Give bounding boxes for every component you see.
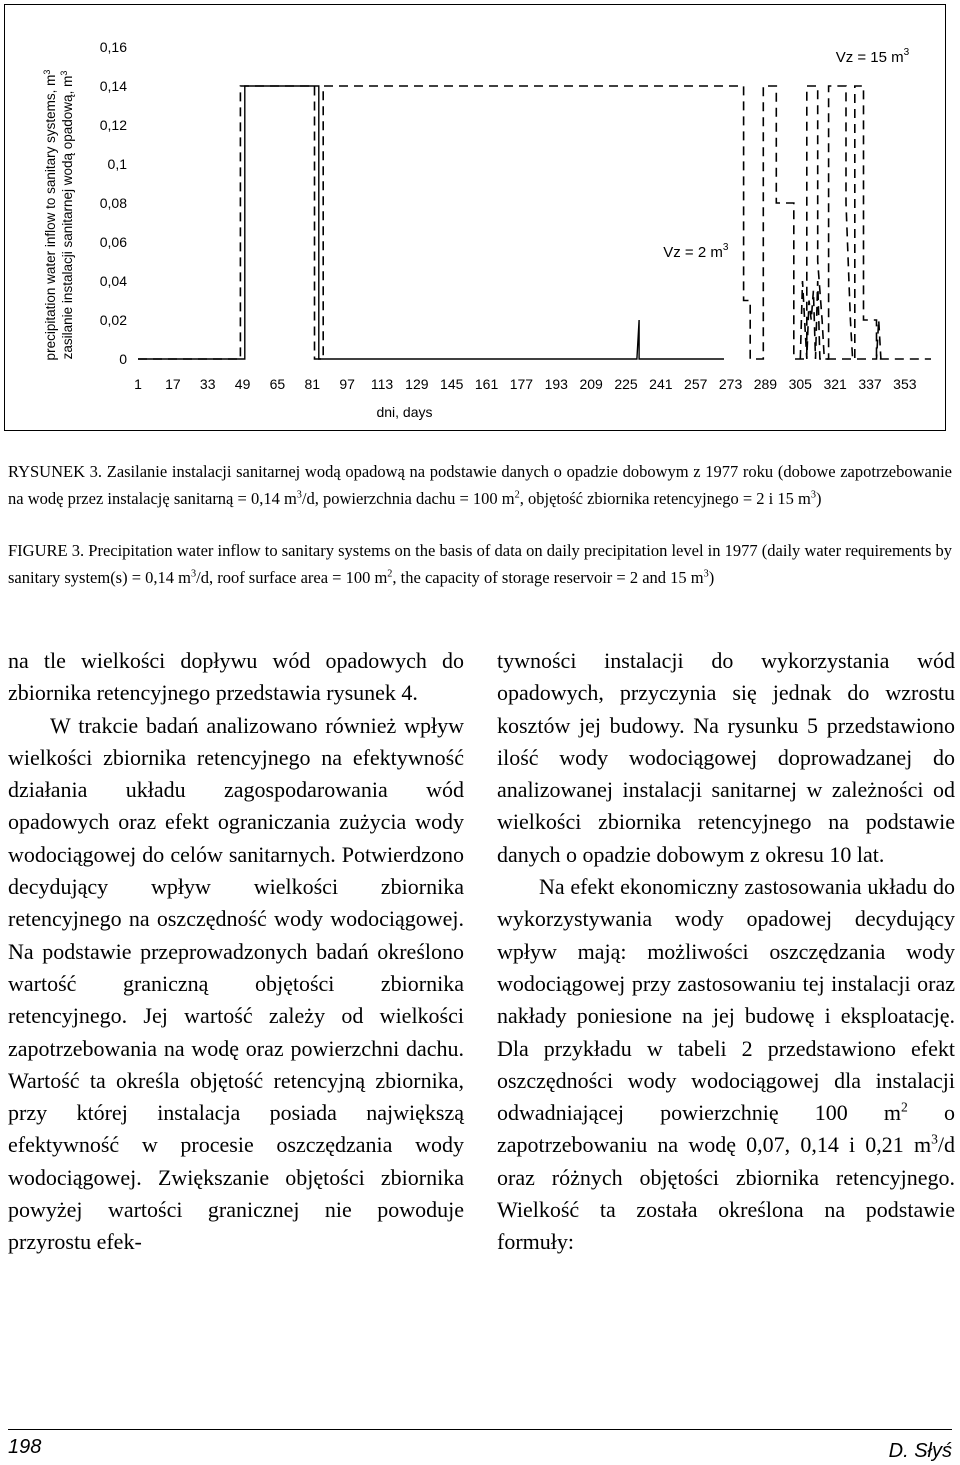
y-tick-label: 0,14 (99, 78, 127, 94)
x-tick-label: 145 (440, 376, 464, 392)
annotation-1-sup: 3 (722, 241, 729, 253)
x-tick-label: 33 (199, 376, 216, 392)
caption-pl-sup-3: 3 (810, 489, 816, 500)
x-tick-label: 321 (823, 376, 847, 392)
annotation-2-text: Vz = 15 m (835, 48, 904, 66)
y-tick-label: 0,04 (99, 273, 127, 289)
y-tick-label: 0,08 (99, 195, 127, 211)
caption-en-sup-3: 3 (703, 568, 709, 579)
caption-english (8, 538, 952, 591)
caption-pl-sup-2: 2 (514, 489, 520, 500)
x-tick-label: 241 (649, 376, 673, 392)
x-tick-label: 353 (893, 376, 917, 392)
chart-svg (5, 5, 945, 430)
author-name: D. Słyś (888, 1440, 952, 1462)
caption-en-text-3: , the capacity of storage reservoir = 2 and 15 m (392, 567, 704, 587)
x-tick-label: 257 (684, 376, 708, 392)
right-paragraph-2 (497, 871, 955, 1259)
body-column-left (8, 645, 464, 1259)
y-axis-label-line-1 (42, 70, 58, 361)
x-tick-label: 337 (858, 376, 882, 392)
left-paragraph-2: W trakcie badań analizowano również wpływ wielkości zbiornika retencyjnego na efektywność działania układu zagospodarowania wód opadowych oraz efekt ograniczania zużycia wody wodociągowej do celów sanitarnych. Potwierdzono decydujący wpływ wielkości zbiornika retencyjnego na oszczędność wody wodociągowej. Na podstawie przeprowadzonych badań określono wartość graniczną objętości zbiornika retencyjnego. Jej wartość zależy od wielkości zapotrzebowania na wodę oraz powierzchni dachu. Wartość ta określa objętość retencyjną zbiornika, przy której instalacja posiada największą efektywność w procesie oszczędzania wody wodociągowej. Zwiększanie objętości zbiornika powyżej wartości granicznej nie powoduje przyrostu efek- (8, 712, 464, 1255)
x-tick-label: 129 (405, 376, 429, 392)
x-tick-label: 1 (134, 376, 142, 392)
x-tick-label: 81 (304, 376, 321, 392)
x-tick-label: 161 (474, 376, 499, 392)
right-paragraph-2-text-a: Na efekt ekonomiczny zastosowania układu do wykorzystywania wody opadowej decydujący wpływ mają: możliwości oszczędzania wody wodociągowej przy zastosowaniu tej instalacji oraz nakłady poniesione na jej budowę i eksploatację. Dla przykładu w tabeli 2 przedstawiono efekt oszczędności wody wodociągowej dla instalacji odwadniającej powierzchnię 100 m (497, 874, 955, 1126)
figure-3-chart (4, 4, 946, 431)
right-paragraph-2-text-b: o zapotrzebowaniu na wodę 0,07, 0,14 i 0,21 m (497, 1100, 955, 1158)
caption-pl-text-3: , objętość zbiornika retencyjnego = 2 i 15 m (519, 488, 811, 508)
caption-pl-label: RYSUNEK 3. (8, 462, 103, 481)
annotation-2 (836, 47, 910, 66)
right-paragraph-2-sup-1: 2 (901, 1099, 908, 1115)
annotation-1 (663, 242, 729, 261)
caption-en-text-1: Precipitation water inflow to sanitary systems on the basis of data on daily precipitation level in 1977 (daily water requirements by sanitary system(s) = 0,14 m (8, 541, 953, 587)
x-tick-label: 305 (788, 376, 812, 392)
page-number: 198 (8, 1436, 42, 1458)
caption-pl-text-2: /d, powierzchnia dachu = 100 m (301, 488, 515, 508)
caption-pl-text-1: Zasilanie instalacji sanitarnej wodą opadową na podstawie danych o opadzie dobowym z 1977 roku (dobowe zapotrzebowanie na wodę przez instalację sanitarną = 0,14 m (8, 462, 952, 508)
x-tick-label: 177 (509, 376, 534, 392)
y-tick-label: 0,1 (107, 156, 127, 172)
left-paragraph-1: na tle wielkości dopływu wód opadowych do zbiornika retencyjnego przedstawia rysunek 4. (8, 648, 464, 706)
y-tick-label: 0 (119, 351, 127, 367)
y-tick-label: 0,12 (99, 117, 127, 133)
footer-divider (8, 1429, 952, 1430)
caption-en-sup-2: 2 (387, 568, 393, 579)
body-column-right (497, 645, 955, 1259)
y-axis-label-line-2 (59, 71, 75, 360)
x-tick-label: 225 (614, 376, 638, 392)
y-axis-label-line-1-sup: 3 (42, 69, 52, 75)
caption-en-text-4: ) (708, 567, 715, 587)
right-paragraph-2-sup-2: 3 (931, 1132, 938, 1148)
y-axis-label-line-2-sup: 3 (59, 70, 69, 76)
y-tick-label: 0,16 (99, 39, 127, 55)
annotation-1-text: Vz = 2 m (663, 243, 723, 261)
y-axis-label-line-1-text: precipitation water inflow to sanitary systems, m (43, 74, 58, 361)
series-line-2 (138, 86, 931, 359)
right-paragraph-1: tywności instalacji do wykorzystania wód opadowych, przyczynia się jednak do wzrostu kosztów jej budowy. Na rysunku 5 przedstawiono ilość wody wodociągowej doprowadzanej do analizowanej instalacji sanitarnej w zależności od wielkości zbiornika retencyjnego na podstawie danych o opadzie dobowym z okresu 10 lat. (497, 648, 955, 867)
x-tick-label: 97 (339, 376, 355, 392)
series-line-3 (800, 281, 881, 359)
x-tick-label: 273 (718, 376, 743, 392)
x-tick-label: 289 (753, 376, 778, 392)
caption-en-text-2: /d, roof surface area = 100 m (196, 567, 388, 587)
right-paragraph-2-text-c: /d oraz różnych objętości zbiornika retencyjnego. Wielkość ta została określona na podstawie formuły: (497, 1132, 955, 1255)
y-tick-label: 0,02 (99, 312, 127, 328)
x-axis-label: dni, days (376, 404, 433, 420)
y-axis-label-line-2-text: zasilanie instalacji sanitarnej wodą opadową, m (60, 75, 75, 360)
series-line-1 (138, 86, 724, 359)
caption-pl-sup-1: 3 (296, 489, 302, 500)
caption-en-sup-1: 3 (191, 568, 197, 579)
y-tick-label: 0,06 (99, 234, 127, 250)
x-tick-label: 209 (579, 376, 603, 392)
x-tick-label: 17 (165, 376, 181, 392)
caption-pl-text-4: ) (815, 488, 822, 508)
x-tick-label: 193 (544, 376, 568, 392)
x-tick-label: 113 (370, 376, 394, 392)
x-tick-label: 65 (269, 376, 286, 392)
x-tick-label: 49 (234, 376, 251, 392)
caption-en-label: FIGURE 3. (8, 541, 85, 560)
caption-polish (8, 459, 952, 512)
annotation-2-sup: 3 (903, 46, 910, 58)
